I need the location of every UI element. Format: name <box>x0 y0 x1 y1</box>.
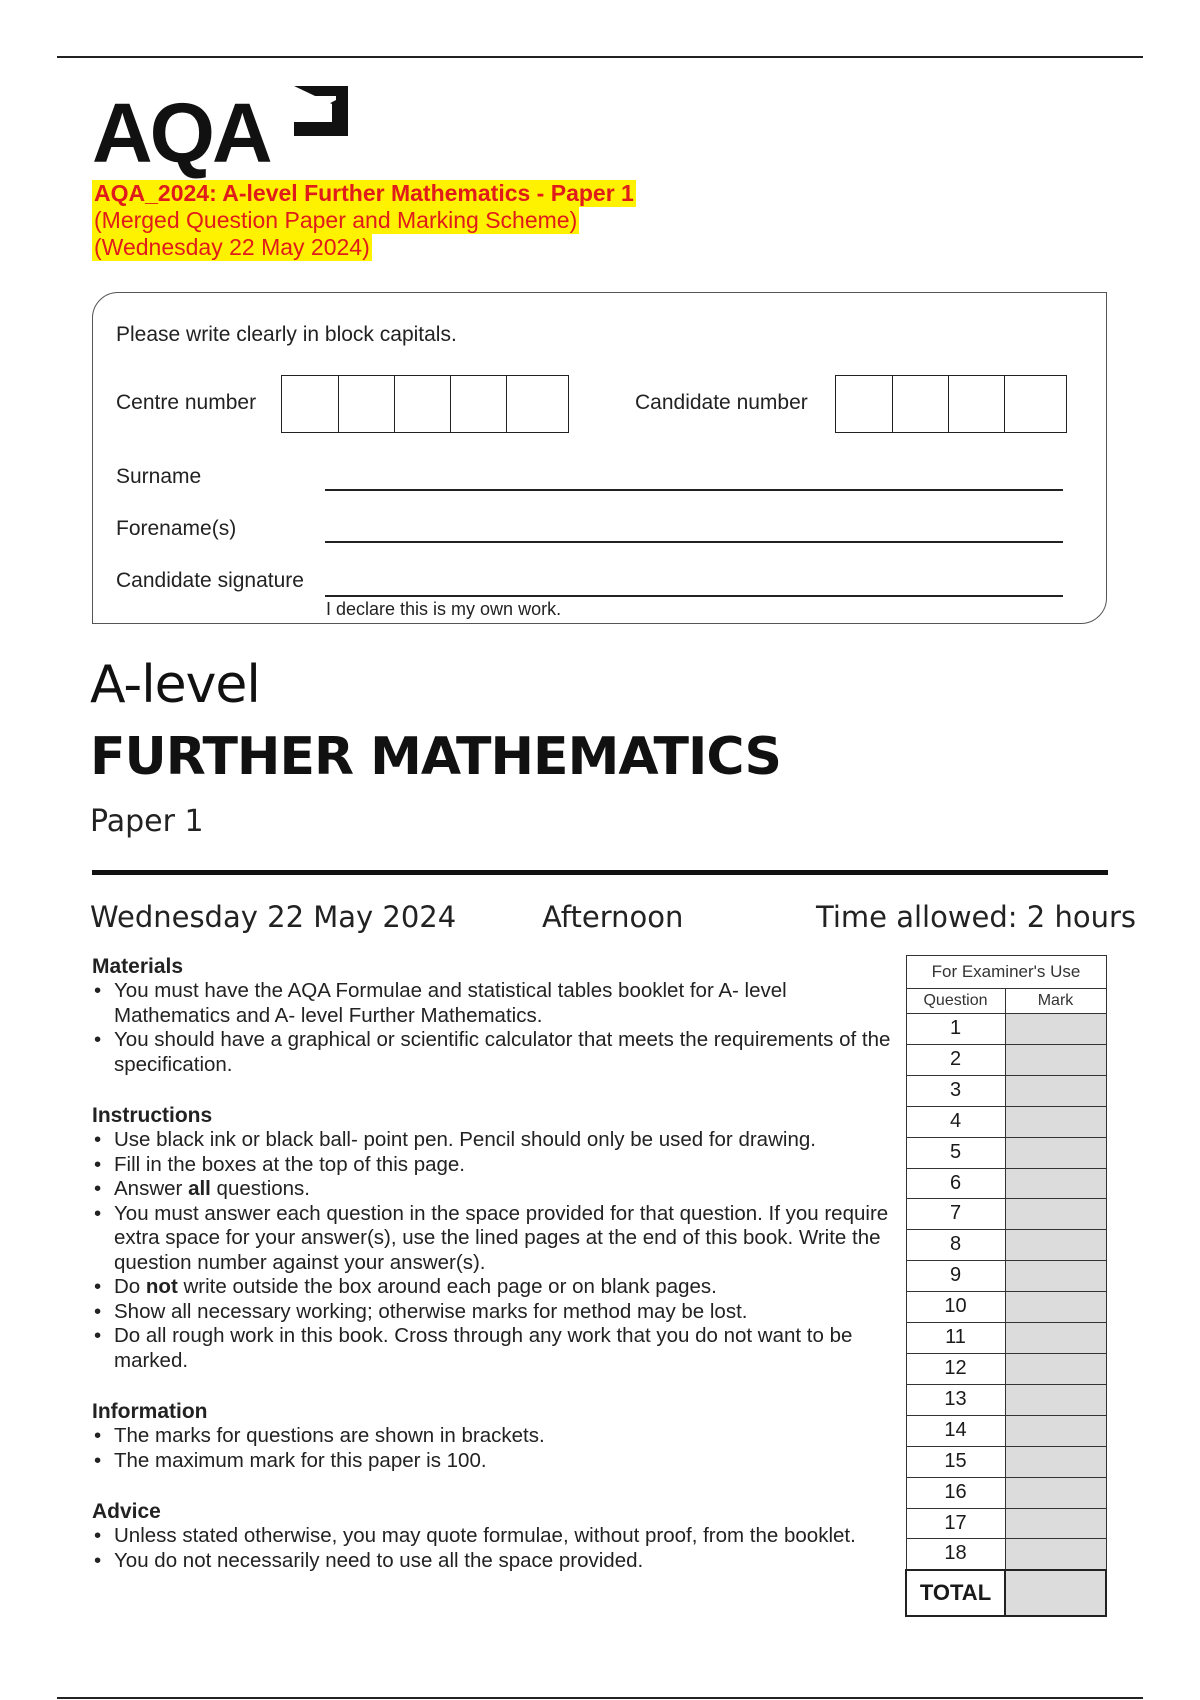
table-row <box>906 1106 1106 1137</box>
header-date: (Wednesday 22 May 2024) <box>94 234 370 260</box>
time-allowed: Time allowed: 2 hours <box>816 900 1136 934</box>
centre-number-digit[interactable] <box>338 376 394 432</box>
subject-title: FURTHER MATHEMATICS <box>90 727 781 787</box>
centre-number-digit[interactable] <box>282 376 338 432</box>
question-number: 17 <box>906 1508 1005 1539</box>
mark-cell[interactable] <box>1005 1446 1106 1477</box>
question-number: 18 <box>906 1539 1005 1570</box>
text-run: questions. <box>210 1177 311 1200</box>
mark-cell[interactable] <box>1005 1044 1106 1075</box>
qualification-level: A-level <box>90 655 260 715</box>
table-row <box>906 1539 1106 1570</box>
total-label: TOTAL <box>906 1570 1005 1616</box>
candidate-number-digit[interactable] <box>948 376 1004 432</box>
list-item: • Fill in the boxes at the top of this page. <box>92 1153 892 1178</box>
question-number: 10 <box>906 1292 1005 1323</box>
surname-field[interactable] <box>325 489 1063 491</box>
header-subtitle: (Merged Question Paper and Marking Scheme) <box>94 207 578 233</box>
candidate-number-digit[interactable] <box>836 376 892 432</box>
question-number: 11 <box>906 1323 1005 1354</box>
table-row <box>906 1323 1106 1354</box>
list-item: • Show all necessary working; otherwise marks for method may be lost. <box>92 1300 892 1325</box>
title-divider <box>92 870 1108 875</box>
list-item: • You must answer each question in the space provided for that question. If you require extra space for your answer(s), use the lined pages at the end of this book. Write the question number against your answer(s). <box>92 1202 892 1276</box>
total-row <box>906 1570 1106 1616</box>
instructions-section <box>92 1103 892 1373</box>
paper-number: Paper 1 <box>90 804 204 839</box>
mark-cell[interactable] <box>1005 1353 1106 1384</box>
instructions-heading: Instructions <box>92 1104 213 1127</box>
table-row <box>906 1477 1106 1508</box>
question-number: 16 <box>906 1477 1005 1508</box>
mark-cell[interactable] <box>1005 1292 1106 1323</box>
signature-label: Candidate signature <box>116 569 304 592</box>
text-run: Do <box>114 1275 146 1298</box>
table-row <box>906 1446 1106 1477</box>
question-number: 4 <box>906 1106 1005 1137</box>
table-row <box>906 1199 1106 1230</box>
mark-cell[interactable] <box>1005 1230 1106 1261</box>
list-item: • You should have a graphical or scientific calculator that meets the requirements of the specification. <box>92 1028 892 1077</box>
question-number: 14 <box>906 1415 1005 1446</box>
mark-cell[interactable] <box>1005 1075 1106 1106</box>
materials-heading: Materials <box>92 955 184 978</box>
information-section <box>92 1399 892 1473</box>
table-row <box>906 1415 1106 1446</box>
table-row <box>906 1168 1106 1199</box>
exam-date: Wednesday 22 May 2024 <box>90 900 457 934</box>
mark-cell[interactable] <box>1005 1137 1106 1168</box>
text-run: Answer <box>114 1177 189 1200</box>
forenames-field[interactable] <box>325 541 1063 543</box>
candidate-number-digit[interactable] <box>1004 376 1060 432</box>
surname-label: Surname <box>116 465 202 488</box>
materials-section <box>92 954 892 1077</box>
table-row <box>906 1261 1106 1292</box>
question-number: 6 <box>906 1168 1005 1199</box>
candidate-details-box <box>92 292 1107 624</box>
candidate-number-boxes[interactable] <box>835 375 1067 433</box>
mark-cell[interactable] <box>1005 1508 1106 1539</box>
question-number: 13 <box>906 1384 1005 1415</box>
question-number: 8 <box>906 1230 1005 1261</box>
total-mark-cell[interactable] <box>1005 1570 1106 1616</box>
advice-section <box>92 1499 892 1573</box>
mark-cell[interactable] <box>1005 1199 1106 1230</box>
column-header-question: Question <box>906 989 1005 1014</box>
examiner-use-table <box>905 955 1107 1617</box>
question-number: 1 <box>906 1014 1005 1045</box>
advice-heading: Advice <box>92 1500 161 1523</box>
table-row <box>906 1137 1106 1168</box>
question-number: 15 <box>906 1446 1005 1477</box>
list-item: • You must have the AQA Formulae and statistical tables booklet for A‑ level Mathematics and A‑ level Further Mathematics. <box>92 979 892 1028</box>
table-row <box>906 1230 1106 1261</box>
centre-number-boxes[interactable] <box>281 375 569 433</box>
question-number: 12 <box>906 1353 1005 1384</box>
list-item <box>92 1275 892 1300</box>
emphasis-text: not <box>145 1275 178 1298</box>
declaration-text: I declare this is my own work. <box>326 599 562 619</box>
table-row <box>906 1384 1106 1415</box>
aqa-logo <box>92 82 362 178</box>
mark-cell[interactable] <box>1005 1168 1106 1199</box>
centre-number-digit[interactable] <box>450 376 506 432</box>
information-heading: Information <box>92 1400 208 1423</box>
mark-cell[interactable] <box>1005 1415 1106 1446</box>
question-number: 9 <box>906 1261 1005 1292</box>
column-header-mark: Mark <box>1005 989 1106 1014</box>
mark-cell[interactable] <box>1005 1014 1106 1045</box>
list-item: • Use black ink or black ball‑ point pen. Pencil should only be used for drawing. <box>92 1128 892 1153</box>
mark-cell[interactable] <box>1005 1384 1106 1415</box>
mark-cell[interactable] <box>1005 1477 1106 1508</box>
text-run: write outside the box around each page or on blank pages. <box>177 1275 717 1298</box>
table-row <box>906 1075 1106 1106</box>
exam-session: Afternoon <box>542 900 684 934</box>
centre-number-digit[interactable] <box>506 376 562 432</box>
list-item: • Do all rough work in this book. Cross through any work that you do not want to be marked. <box>92 1324 892 1373</box>
candidate-number-label: Candidate number <box>635 391 808 414</box>
block-capitals-instruction: Please write clearly in block capitals. <box>116 323 457 346</box>
table-row <box>906 1292 1106 1323</box>
mark-cell[interactable] <box>1005 1106 1106 1137</box>
candidate-number-digit[interactable] <box>892 376 948 432</box>
list-item: • The maximum mark for this paper is 100. <box>92 1449 892 1474</box>
exam-instructions <box>92 954 892 1599</box>
examiner-table-title: For Examiner's Use <box>906 956 1106 989</box>
table-row <box>906 1044 1106 1075</box>
mark-cell[interactable] <box>1005 1323 1106 1354</box>
centre-number-label: Centre number <box>116 391 257 414</box>
top-rule <box>57 56 1143 58</box>
emphasis-text: all <box>188 1177 211 1200</box>
question-number: 5 <box>906 1137 1005 1168</box>
document-header <box>92 180 636 261</box>
question-number: 7 <box>906 1199 1005 1230</box>
centre-number-digit[interactable] <box>394 376 450 432</box>
question-number: 2 <box>906 1044 1005 1075</box>
aqa-logo-text: AQA <box>92 86 270 180</box>
table-row <box>906 1014 1106 1045</box>
bottom-rule <box>57 1697 1143 1699</box>
question-number: 3 <box>906 1075 1005 1106</box>
list-item: • The marks for questions are shown in brackets. <box>92 1424 892 1449</box>
list-item: • You do not necessarily need to use all the space provided. <box>92 1549 892 1574</box>
header-title: AQA_2024: A-level Further Mathematics - Paper 1 <box>94 180 634 206</box>
list-item: • Unless stated otherwise, you may quote formulae, without proof, from the booklet. <box>92 1524 892 1549</box>
forenames-label: Forename(s) <box>116 517 237 540</box>
table-row <box>906 1508 1106 1539</box>
mark-cell[interactable] <box>1005 1261 1106 1292</box>
mark-cell[interactable] <box>1005 1539 1106 1570</box>
signature-field[interactable] <box>325 595 1063 597</box>
list-item <box>92 1177 892 1202</box>
table-row <box>906 1353 1106 1384</box>
aqa-logo-mark-icon <box>292 82 350 140</box>
